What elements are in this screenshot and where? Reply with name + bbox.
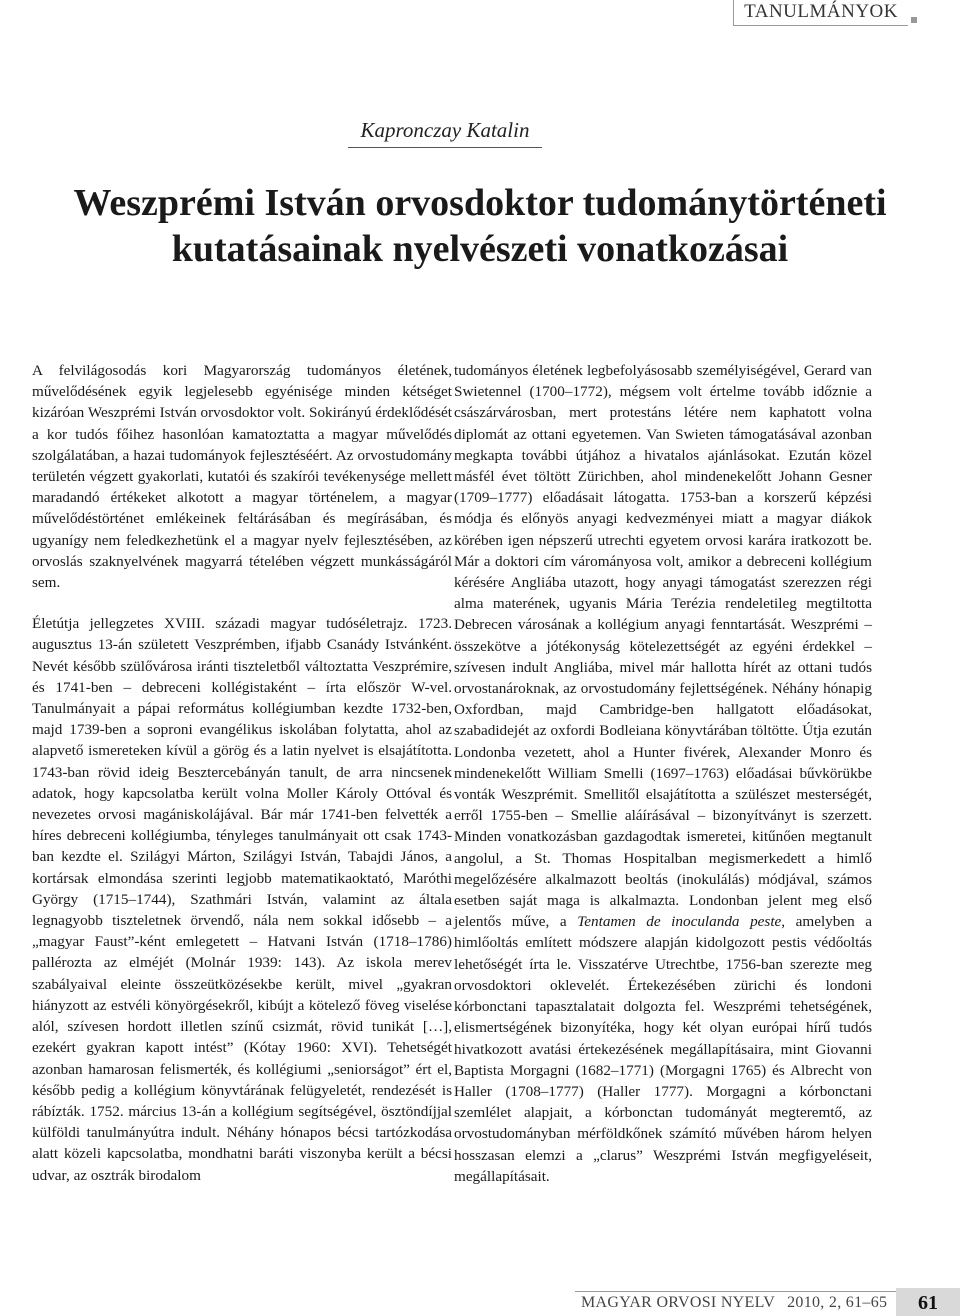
page-number: 61	[896, 1288, 960, 1316]
right-paragraph-1	[454, 360, 872, 1187]
corner-square-decoration	[911, 17, 917, 23]
article-title-line-1: Weszprémi István orvosdoktor tudománytörténeti	[73, 182, 887, 224]
journal-name: MAGYAR ORVOSI NYELV	[581, 1294, 775, 1311]
article-title	[0, 180, 960, 272]
book-title-italic: Tentamen de inoculanda peste,	[577, 913, 786, 931]
right-column	[454, 360, 872, 1187]
left-column	[32, 360, 452, 1186]
article-title-line-2: kutatásainak nyelvészeti vonatkozásai	[171, 228, 789, 270]
article-author: Kapronczay Katalin	[348, 118, 542, 148]
right-paragraph-text-before: tudományos életének legbefolyásosabb személyiségével, Gerard van Swietennel (1700–1772), mégsem volt értelme tovább időznie a császárvárosban, mert protestáns létére nem kaphatott volna diplomát az ottani egyetemen. Van Swieten támogatásával azonban megkapta további útjához a hivatalos ajánlásokat. Ezután közel másfél évet töltött Zürichben, ahol mindenekelőtt Johann Gesner (1709–1777) előadásait látogatta. 1753-ban a korszerű képzési módja és előnyös anyagi kedvezményei miatt a magyar diákok körében igen népszerű utrechti egyetem orvosi karára iratkozott be. Már a doktori cím várományosa volt, amikor a debreceni kollégium kérésére Angliába utazott, hogy anyagi támogatást szerezzen régi alma materének, ugyanis Mária Terézia rendeletileg megtiltotta Debrecen városának a kollégium anyagi fenntartását. Weszprémi – összekötve a jótékonyság kötelezettségét az egyéni érdekkel – szívesen indult Angliába, mivel már hallotta hírét az ottani tudós orvostanároknak, az orvostudomány fejlettségének. Néhány hónapig Oxfordban, majd Cambridge-ben hallgatott előadásokat, szabadidejét az oxfordi Bodleiana könyvtárában töltötte. Útja ezután Londonba vezetett, ahol a Hunter fivérek, Alexander Monro és mindenekelőtt William Smelli (1697–1763) előadásai bűvkörükbe vonták Weszprémit. Smellitől elsajátította a szülészet mesterségét, erről 1755-ben – Smellie aláírásával – bizonyítványt is szerzett. Minden vonatkozásban gazdagodtak ismeretei, kitűnően megtanult angolul, a St. Thomas Hospitalban megismerkedett a himlő megelőzésére alkalmazott beoltás (inokulálás) módjával, számos esetben saját maga is alkalmazta. Londonban jelent meg első jelentős műve, a	[454, 362, 872, 931]
section-tag	[733, 0, 908, 26]
right-paragraph-text-after: amelyben a himlőoltás említett módszere alapján kidolgozott pestis védőoltás lehetőségét írta le. Visszatérve Utrechtbe, 1756-ban szerezte meg orvosdoktori oklevelét. Értekezésében zürichi és londoni kórbonctani tapasztalatait dolgozta fel. Weszprémi tehetségének, elismertségének bizonyítéka, hogy két olyan európai hírű tudós hivatkozott avatási értekezésének megállapításaira, mint Giovanni Baptista Morgagni (1682–1771) (Morgagni 1765) és Albrecht von Haller (1708–1777) (Haller 1777). Morgagni a kórbonctani szemlélet alapjait, a kórbonctan tudományát megteremtő, az orvostudományban mérföldkőnek számító művében három helyen hosszasan elemzi a „clarus” Weszprémi István megfigyeléseit, megállapításait.	[454, 913, 872, 1185]
left-paragraph-1: A felvilágosodás kori Magyarország tudományos életének, művelődésének egyik legjelesebb egyénisége minden kétséget kizáróan Weszprémi István orvosdoktor volt. Sokirányú érdeklődését a kor tudós főihez hasonlóan kamatoztatta a magyar művelődés szolgálatában, a hazai tudományok fejlesztéséért. Az orvostudomány területén végzett gyakorlati, kutatói és szakírói tevékenysége mellett maradandó értékeket alkotott a magyar történelem, a magyar művelődéstörténet emlékeinek feltárásában és megírásában, és ugyanígy nem feledkezhetünk el a magyar nyelv fejlesztésében, az orvoslás szaknyelvének magyarrá tételében végzett munkásságáról sem.	[32, 362, 452, 592]
page-footer	[575, 1288, 960, 1316]
footer-journal-citation	[575, 1291, 896, 1316]
journal-citation: 2010, 2, 61–65	[787, 1294, 888, 1311]
section-label: TANULMÁNYOK	[744, 1, 898, 22]
left-paragraph-2: Életútja jellegzetes XVIII. századi magyar tudóséletrajz. 1723. augusztus 13-án született Veszprémben, ifjabb Csanády Istvánként. Nevét később szülővárosa iránti tiszteletből változtatta Veszprémire, és 1741-ben – debreceni kollégistaként – írta először W-vel. Tanulmányait a pápai református kollégiumban kezdte 1732-ben, majd 1739-ben a soproni evangélikus iskolában folytatta, ahol az alapvető ismereteken kívül a görög és a latin nyelvet is elsajátította. 1743-ban rövid ideig Besztercebányán tanult, de arra nincsenek adatok, hogy kapcsolatba került volna Moller Károly Ottóval és nevezetes orvosi magániskolájával. Bár már 1741-ben felvették a híres debreceni kollégiumba, tényleges tanulmányait ott csak 1743-ban kezdte el. Szilágyi Márton, Szilágyi István, Tabajdi János, a kortársak elmondása szerinti legjobb matematikaoktató, Maróthi György (1715–1744), Szathmári István, valamint az általa legnagyobb tiszteletnek örvendő, nála nem sokkal idősebb – a „magyar Faust”-ként emlegetett – Hatvani István (1718–1786) pallérozta az elméjét (Molnár 1939: 143). Az iskola merev szabályaival eleinte összeütközésekbe került, mivel „gyakran hiányzott az estvéli könyörgésekről, kibújt a kötelező föveg viselése alól, szívesen hordott illetlen színű csizmát, rövid tunikát […], ezekért gyakran kapott intést” (Kótay 1960: XVI). Tehetségét azonban hamarosan felismerték, és kollégiumi „seniorságot” ért el, később pedig a kollégium könyvtárának felügyeletét, rendezését is rábízták. 1752. március 13-án a kollégium segítségével, ösztöndíjjal külföldi tanulmányútra indult. Néhány hónapos bécsi tartózkodása alatt közeli kapcsolatba, mondhatni baráti viszonyba került a bécsi udvar, az osztrák birodalom	[32, 615, 452, 1184]
